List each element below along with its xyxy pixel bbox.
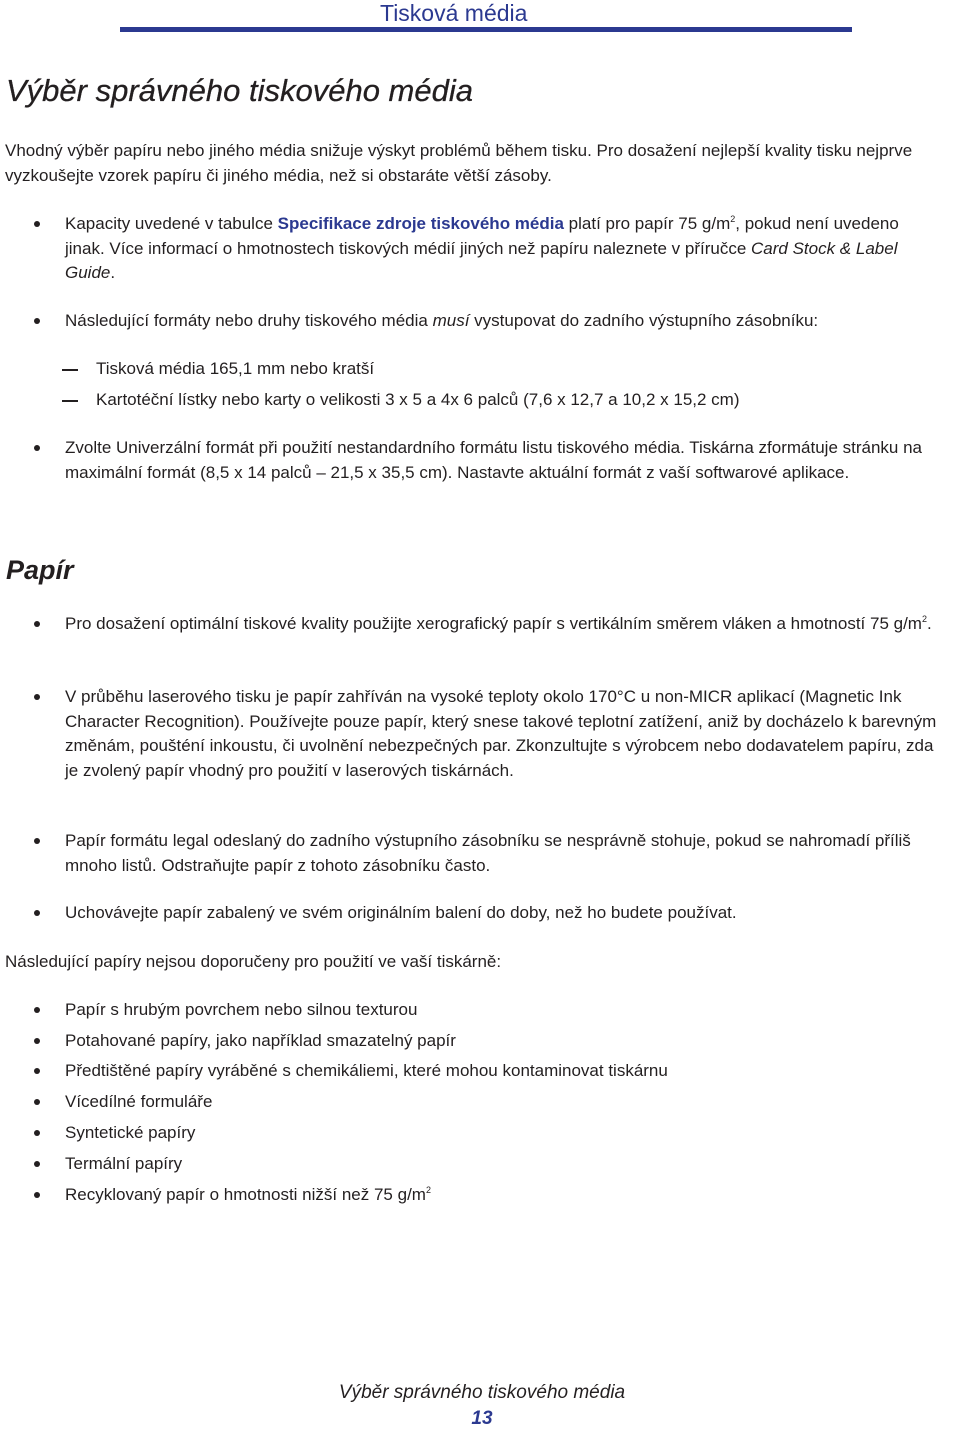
dash-item-text: Kartotéční lístky nebo karty o velikosti 3 x 5 a 4x 6 palců (7,6 x 12,7 a 10,2 x 15,2 cm) bbox=[96, 390, 740, 409]
footer-title: Výběr správného tiskového média bbox=[338, 1382, 626, 1403]
list-item-text: Potahované papíry, jako například smazatelný papír bbox=[65, 1031, 456, 1050]
paper-bullet bbox=[0, 685, 940, 783]
dash-icon bbox=[62, 400, 78, 402]
main-title: Výběr správného tiskového média bbox=[6, 73, 473, 108]
bullet-icon bbox=[34, 1068, 40, 1074]
list-item-text: Papír s hrubým povrchem nebo silnou texturou bbox=[65, 1000, 418, 1019]
superscript: 2 bbox=[730, 214, 736, 224]
spec-link[interactable]: Specifikace zdroje tiskového média bbox=[277, 214, 564, 233]
bullet-text: Uchovávejte papír zabalený ve svém originálním balení do doby, než ho budete používat. bbox=[65, 903, 737, 922]
bullet-icon bbox=[34, 1038, 40, 1044]
not-recommended-item bbox=[0, 998, 940, 1023]
bullet-text bbox=[65, 612, 940, 637]
bullet-icon bbox=[34, 621, 40, 627]
bullet-text: Papír formátu legal odeslaný do zadního výstupního zásobníku se nesprávně stohuje, pokud se nahromadí příliš mnoho listů. Odstraňujte papír z tohoto zásobníku často. bbox=[65, 831, 911, 875]
dash-icon bbox=[62, 369, 78, 371]
not-recommended-item bbox=[0, 1029, 940, 1054]
bullet-icon bbox=[34, 838, 40, 844]
header-title: Tisková média bbox=[380, 0, 528, 26]
page-number: 13 bbox=[471, 1408, 493, 1429]
bullet-icon bbox=[34, 445, 40, 451]
list-item-text: Syntetické papíry bbox=[65, 1123, 196, 1142]
list-item-text: Termální papíry bbox=[65, 1154, 183, 1173]
bullet-icon bbox=[34, 694, 40, 700]
not-recommended-item bbox=[0, 1090, 940, 1115]
dash-item bbox=[0, 388, 740, 413]
paper-bullet bbox=[0, 829, 940, 878]
bullet-text: V průběhu laserového tisku je papír zahříván na vysoké teploty okolo 170°C u non-MICR aplikací (Magnetic Ink Character Recognition). Používejte pouze papír, který snese takové teplotní zatížení, aniž by docházelo k barevným změnám, poušténí inkoustu, či uvolnění nebezpečných par. Zkonzultujte s výrobcem nebo dodavatelem papíru, zda je zvolený papír vhodný pro použití v laserových tiskárnách. bbox=[65, 687, 937, 780]
bullet-icon bbox=[34, 1161, 40, 1167]
section-title-paper: Papír bbox=[6, 555, 74, 585]
bullet-icon bbox=[34, 318, 40, 324]
bullet-text bbox=[65, 309, 940, 334]
text-run: Následující formáty nebo druhy tiskového média bbox=[65, 311, 433, 330]
not-recommended-item bbox=[0, 1059, 940, 1084]
paper-bullet bbox=[0, 612, 940, 637]
not-recommended-item bbox=[0, 1183, 940, 1208]
text-run: Recyklovaný papír o hmotnosti nižší než 75 g/m bbox=[65, 1185, 426, 1204]
bullet-icon bbox=[34, 1192, 40, 1198]
text-run: vystupovat do zadního výstupního zásobníku: bbox=[469, 311, 819, 330]
bullet-icon bbox=[34, 1130, 40, 1136]
dash-item-text: Tisková média 165,1 mm nebo kratší bbox=[96, 359, 375, 378]
text-run: , pokud není uvedeno jinak. Více informací o hmotnostech tiskových médií jiných než papíru naleznete v příručce bbox=[65, 214, 899, 258]
bullet-rear-output bbox=[0, 309, 940, 334]
text-run: Pro dosažení optimální tiskové kvality použijte xerografický papír s vertikálním směrem vláken a hmotností 75 g/m bbox=[65, 614, 922, 633]
emphasis: musí bbox=[432, 311, 470, 330]
header-rule bbox=[120, 27, 852, 32]
not-recommended-item bbox=[0, 1152, 940, 1177]
dash-item bbox=[0, 357, 374, 382]
bullet-text bbox=[65, 212, 940, 286]
bullet-universal-format bbox=[0, 436, 940, 485]
paper-bullet bbox=[0, 901, 940, 926]
superscript: 2 bbox=[921, 614, 927, 624]
bullet-icon bbox=[34, 1099, 40, 1105]
intro-paragraph: Vhodný výběr papíru nebo jiného média snižuje výskyt problémů během tisku. Pro dosažení nejlepší kvality tisku nejprve vyzkoušejte vzorek papíru či jiného média, než si obstaráte větší zásoby. bbox=[5, 141, 913, 185]
not-recommended-intro: Následující papíry nejsou doporučeny pro použití ve vaší tiskárně: bbox=[5, 952, 502, 971]
guide-title: Card Stock & Label Guide bbox=[65, 238, 898, 282]
superscript: 2 bbox=[425, 1185, 431, 1195]
bullet-capacities bbox=[0, 212, 940, 286]
text-run: . bbox=[927, 614, 932, 633]
text-run: . bbox=[110, 263, 116, 282]
bullet-icon bbox=[34, 1007, 40, 1013]
text-run: platí pro papír 75 g/m bbox=[563, 214, 731, 233]
not-recommended-item bbox=[0, 1121, 940, 1146]
bullet-text: Zvolte Univerzální formát při použití nestandardního formátu listu tiskového média. Tiskárna zformátuje stránku na maximální formát (8,5 x 14 palců – 21,5 x 35,5 cm). Nastavte aktuální formát z vaší softwarové aplikace. bbox=[65, 438, 923, 482]
bullet-icon bbox=[34, 221, 40, 227]
bullet-icon bbox=[34, 910, 40, 916]
list-item-text: Vícedílné formuláře bbox=[65, 1092, 213, 1111]
text-run: Kapacity uvedené v tabulce bbox=[65, 214, 278, 233]
list-item-text bbox=[65, 1183, 940, 1208]
list-item-text: Předtištěné papíry vyráběné s chemikáliemi, které mohou kontaminovat tiskárnu bbox=[65, 1061, 668, 1080]
